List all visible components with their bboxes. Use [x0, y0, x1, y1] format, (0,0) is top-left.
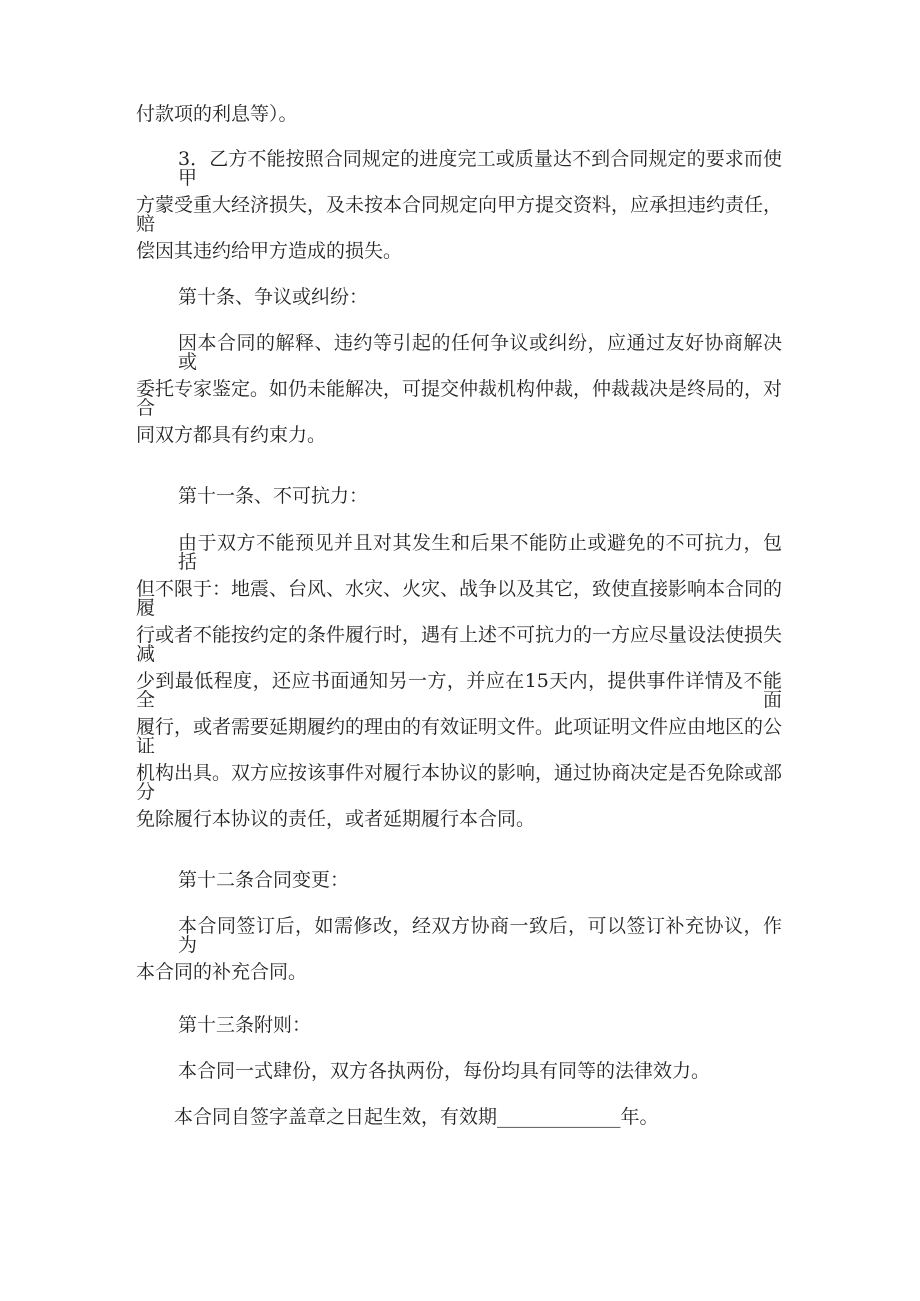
- text-line: 少到最低程度，还应书面通知另一方，并应在15天内，提供事件详情及不能全面: [136, 670, 782, 711]
- text-line: 但不限于：地震、台风、水灾、火灾、战争以及其它，致使直接影响本合同的履: [136, 578, 783, 619]
- section-heading: 第十条、争议或纠纷：: [178, 286, 369, 308]
- section-heading: 第十三条附则：: [178, 1014, 312, 1036]
- text-line: 本合同自签字盖章之日起生效，有效期_____________年。: [174, 1106, 659, 1128]
- section-heading: 第十二条合同变更：: [178, 869, 350, 891]
- text-line: 本合同一式肆份，双方各执两份，每份均具有同等的法律效力。: [178, 1060, 711, 1082]
- text-line: 委托专家鉴定。如仍未能解决，可提交仲裁机构仲裁，仲裁裁决是终局的，对合: [136, 378, 783, 419]
- text-line: 行或者不能按约定的条件履行时，遇有上述不可抗力的一方应尽量设法使损失减: [136, 624, 783, 665]
- text-line: 付款项的利息等）。: [136, 103, 298, 125]
- section-heading: 第十一条、不可抗力：: [178, 485, 369, 507]
- text-line: 由于双方不能预见并且对其发生和后果不能防止或避免的不可抗力，包括: [178, 532, 782, 573]
- text-line: 3．乙方不能按照合同规定的进度完工或质量达不到合同规定的要求而使甲: [178, 148, 782, 189]
- text-line: 方蒙受重大经济损失，及未按本合同规定向甲方提交资料，应承担违约责任，赔: [136, 194, 783, 235]
- text-line: 机构出具。双方应按该事件对履行本协议的影响，通过协商决定是否免除或部分: [136, 762, 783, 803]
- text-line: 免除履行本协议的责任，或者延期履行本合同。: [136, 808, 536, 830]
- text-line: 偿因其违约给甲方造成的损失。: [136, 240, 403, 262]
- text-line: 因本合同的解释、违约等引起的任何争议或纠纷，应通过友好协商解决或: [178, 332, 782, 373]
- text-line: 同双方都具有约束力。: [136, 424, 327, 446]
- text-line: 本合同的补充合同。: [136, 961, 308, 983]
- text-line: 本合同签订后，如需修改，经双方协商一致后，可以签订补充协议，作为: [178, 915, 782, 956]
- text-line: 履行，或者需要延期履约的理由的有效证明文件。此项证明文件应由地区的公证: [136, 716, 783, 757]
